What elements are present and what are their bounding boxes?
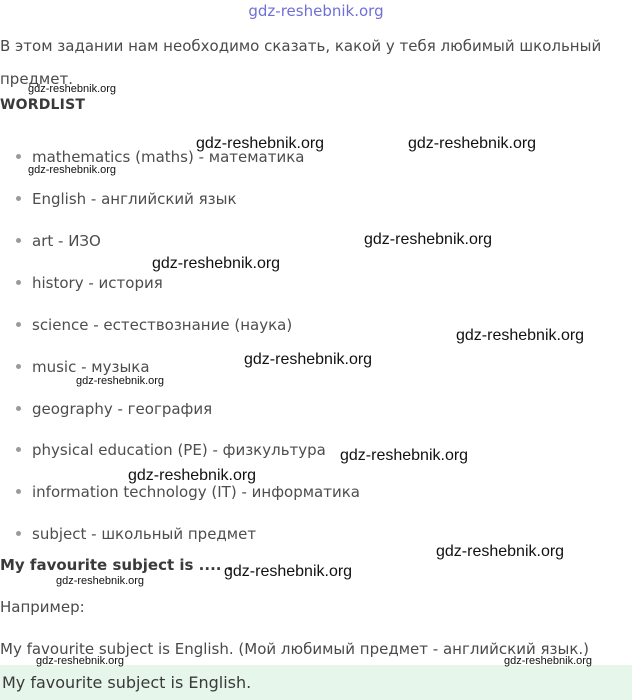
watermark: gdz-reshebnik.org [56, 575, 145, 587]
watermark: gdz-reshebnik.org [196, 135, 325, 152]
watermark: gdz-reshebnik.org [76, 375, 165, 387]
bullet-icon [16, 447, 21, 452]
watermark: gdz-reshebnik.org [244, 351, 373, 368]
watermark: gdz-reshebnik.org [28, 83, 117, 95]
wordlist-item-text: physical education (PE) - физкультура [32, 441, 326, 459]
wordlist-heading: WORDLIST [0, 97, 86, 113]
wordlist-item-text: English - английский язык [32, 190, 237, 208]
watermark: gdz-reshebnik.org [364, 231, 493, 248]
watermark: gdz-reshebnik.org [456, 327, 585, 344]
wordlist-item-text: information technology (IT) - информатика [32, 483, 360, 501]
wordlist-item-text: science - естествознание (наука) [32, 316, 293, 334]
wordlist-item [16, 441, 326, 459]
bullet-icon [16, 406, 21, 411]
bullet-icon [16, 280, 21, 285]
wordlist-item-text: mathematics (maths) - математика [32, 148, 305, 166]
favourite-subject-prompt: My favourite subject is .... . [0, 556, 233, 574]
task-intro: В этом задании нам необходимо сказать, какой у тебя любимый школьный предмет. [0, 37, 602, 88]
wordlist-item [16, 358, 150, 376]
watermark: gdz-reshebnik.org [128, 467, 257, 484]
watermark: gdz-reshebnik.org [28, 164, 117, 176]
wordlist-item-text: subject - школьный предмет [32, 525, 257, 543]
watermark: gdz-reshebnik.org [408, 135, 537, 152]
bullet-icon [16, 531, 21, 536]
wordlist-item-text: geography - география [32, 400, 213, 418]
watermark: gdz-reshebnik.org [36, 655, 125, 667]
example-label: Например: [0, 598, 85, 616]
example-sentence: My favourite subject is English. (Мой любимый предмет - английский язык.) [0, 640, 590, 658]
watermark: gdz-reshebnik.org [224, 563, 353, 580]
answer-text: My favourite subject is English. [2, 673, 252, 692]
watermark: gdz-reshebnik.org [152, 255, 281, 272]
wordlist-item-text: art - ИЗО [32, 232, 101, 250]
bullet-icon [16, 322, 21, 327]
wordlist-item [16, 316, 292, 334]
bullet-icon [16, 489, 21, 494]
site-banner-watermark: gdz-reshebnik.org [248, 2, 384, 20]
bullet-icon [16, 364, 21, 369]
watermark: gdz-reshebnik.org [340, 447, 469, 464]
watermark: gdz-reshebnik.org [436, 543, 565, 560]
wordlist-item-text: history - история [32, 274, 163, 292]
bullet-icon [16, 238, 21, 243]
wordlist-item [16, 190, 237, 208]
bullet-icon [16, 196, 21, 201]
wordlist-item [16, 400, 212, 418]
answer-box [0, 665, 632, 700]
wordlist-item [16, 232, 101, 250]
watermark: gdz-reshebnik.org [504, 655, 593, 667]
wordlist-item [16, 274, 163, 292]
bullet-icon [16, 154, 21, 159]
wordlist-item [16, 525, 256, 543]
wordlist-item-text: music - музыка [32, 358, 150, 376]
wordlist-item [16, 483, 360, 501]
